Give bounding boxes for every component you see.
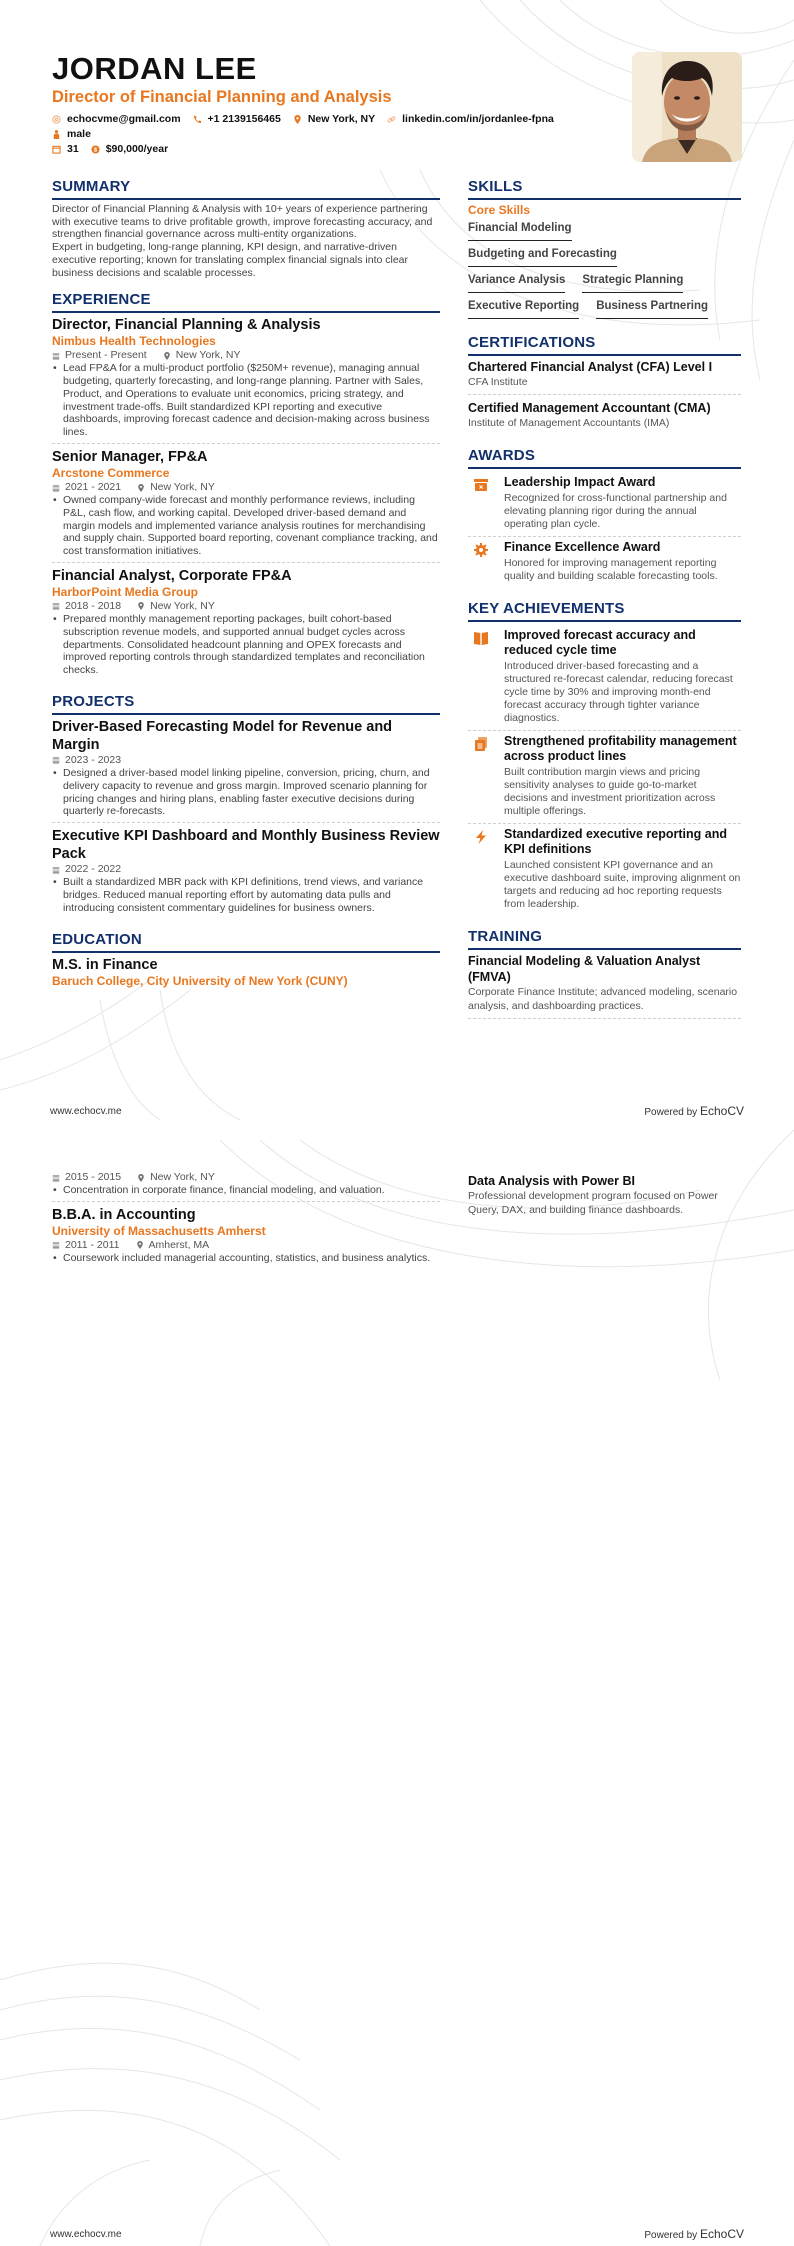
- certification-name: Certified Management Accountant (CMA): [468, 401, 711, 415]
- training-entry: [468, 953, 741, 1019]
- certifications-section: [468, 334, 741, 435]
- experience-location: New York, NY: [150, 599, 215, 612]
- experience-meta: [52, 481, 440, 494]
- calendar-icon: [52, 602, 60, 610]
- education-entry: [52, 1206, 440, 1269]
- certifications-heading: CERTIFICATIONS: [468, 334, 741, 356]
- education-meta: [52, 1239, 440, 1252]
- certification-entry: [468, 359, 741, 395]
- achievement-entry: [468, 731, 741, 824]
- project-entry: [52, 827, 440, 918]
- contact-salary: $ $90,000/year: [91, 142, 168, 157]
- project-dates: 2022 - 2022: [65, 863, 122, 876]
- candidate-title: Director of Financial Planning and Analysis: [52, 88, 392, 106]
- project-name: Executive KPI Dashboard and Monthly Business Review Pack: [52, 828, 440, 863]
- certification-issuer: CFA Institute: [468, 376, 528, 388]
- education-location: New York, NY: [150, 1171, 215, 1183]
- at-icon: [52, 115, 61, 124]
- project-meta: [52, 754, 440, 767]
- experience-company: HarborPoint Media Group: [52, 584, 199, 599]
- dollar-icon: [91, 145, 100, 154]
- project-entry: [52, 718, 440, 823]
- calendar-icon: [52, 756, 60, 764]
- map-pin-icon: [136, 1241, 144, 1249]
- experience-meta: [52, 349, 440, 362]
- calendar-icon: [52, 866, 60, 874]
- project-name: Driver-Based Forecasting Model for Revenue and Margin: [52, 718, 393, 753]
- training-name: Financial Modeling & Valuation Analyst (FMVA): [468, 954, 701, 984]
- skills-heading: SKILLS: [468, 178, 741, 200]
- summary-paragraph: Director of Financial Planning & Analysis with 10+ years of experience partnering with executive teams to drive profitable growth, improve forecasting accuracy, and strengthen financial governance across multi-entity organizations.: [52, 203, 433, 241]
- certification-entry: [468, 400, 741, 435]
- summary-paragraph: Expert in budgeting, long-range planning, KPI design, and narrative-driven executive reporting; known for translating complex financial signals into clear business decisions and scalable processes.: [52, 241, 409, 279]
- experience-dates: Present - Present: [65, 349, 147, 362]
- footer-website-link[interactable]: www.echocv.me: [50, 1105, 122, 1117]
- resume-page-2: [0, 1123, 794, 2246]
- experience-entry: [52, 448, 440, 563]
- skill-group-label: Core Skills: [468, 203, 531, 217]
- education-entry-continued: [52, 1171, 440, 1202]
- phone-icon: [193, 115, 202, 124]
- profile-photo: [632, 52, 742, 162]
- experience-bullet: • Prepared monthly management reporting packages, built cohort-based subscription revenue models, and supported annual budget cycles across departments. Consolidated headcount planning and OPEX forecasts and improved reporting controls through standardized templates and reconciliation checks.: [52, 613, 440, 677]
- certification-name: Chartered Financial Analyst (CFA) Level I: [468, 360, 713, 374]
- left-column: [52, 178, 440, 1001]
- skill-tag: Business Partnering: [596, 299, 708, 319]
- skills-section: [468, 178, 741, 322]
- achievement-name: Improved forecast accuracy and reduced cycle time: [504, 628, 696, 657]
- awards-section: [468, 447, 741, 588]
- achievement-name: Strengthened profitability management across product lines: [504, 734, 737, 763]
- achievements-heading: KEY ACHIEVEMENTS: [468, 600, 741, 622]
- map-pin-icon: [163, 352, 171, 360]
- contact-linkedin[interactable]: linkedin.com/in/jordanlee-fpna: [387, 112, 554, 127]
- award-name: Leadership Impact Award: [504, 475, 656, 489]
- project-meta: [52, 863, 440, 876]
- contact-info: [52, 112, 612, 157]
- experience-role: Senior Manager, FP&A: [52, 449, 208, 465]
- training-heading: TRAINING: [468, 928, 741, 950]
- education-degree: M.S. in Finance: [52, 956, 158, 973]
- education-school: Baruch College, City University of New York (CUNY): [52, 973, 348, 988]
- experience-entry: [52, 567, 440, 681]
- awards-heading: AWARDS: [468, 447, 741, 469]
- training-section: [468, 928, 741, 1019]
- certification-issuer: Institute of Management Accountants (IMA): [468, 417, 670, 429]
- projects-section: [52, 693, 440, 919]
- contact-age: 31: [52, 142, 79, 157]
- experience-heading: EXPERIENCE: [52, 291, 440, 313]
- person-icon: [52, 130, 61, 139]
- powered-by: Powered by EchoCV: [644, 1104, 744, 1118]
- skill-tag: Budgeting and Forecasting: [468, 247, 617, 267]
- experience-dates: 2021 - 2021: [65, 481, 122, 493]
- summary-section: [52, 178, 440, 279]
- contact-location: New York, NY: [293, 112, 375, 127]
- education-degree: B.B.A. in Accounting: [52, 1206, 196, 1223]
- experience-bullet: • Owned company-wide forecast and monthly performance reviews, including P&L, cash flow, and working capital. Developed driver-based demand and margin models and implemented variance analysis routines for merchandising and supply chain. Supported board reporting, covenant compliance tracking, and cost transformation initiatives.: [52, 494, 440, 558]
- education-location: Amherst, MA: [148, 1238, 210, 1251]
- left-column-continued: [52, 1171, 440, 1273]
- map-pin-icon: [137, 1174, 145, 1182]
- experience-company: Arcstone Commerce: [52, 466, 170, 480]
- award-entry: [468, 472, 741, 537]
- training-name: Data Analysis with Power BI: [468, 1174, 635, 1188]
- training-description: Corporate Finance Institute; advanced modeling, scenario analysis, and dashboarding practices.: [468, 986, 738, 1012]
- summary-heading: SUMMARY: [52, 178, 440, 200]
- experience-role: Director, Financial Planning & Analysis: [52, 317, 321, 334]
- link-icon: [387, 115, 396, 124]
- calendar-icon: [52, 352, 60, 360]
- calendar-icon: [52, 484, 60, 492]
- education-dates: 2015 - 2015: [65, 1171, 122, 1183]
- experience-role: Financial Analyst, Corporate FP&A: [52, 567, 292, 584]
- contact-phone[interactable]: +1 2139156465: [193, 112, 281, 127]
- experience-company: Nimbus Health Technologies: [52, 334, 216, 349]
- person-portrait-icon: [632, 52, 742, 162]
- achievement-description: Introduced driver-based forecasting and a structured re-forecast calendar, reducing forecast cycle time by 30% and improving month-end forecast accuracy through tighter variance diagnostics.: [504, 660, 733, 724]
- page-footer: [50, 2227, 744, 2241]
- experience-entry: [52, 316, 440, 444]
- map-pin-icon: [137, 484, 145, 492]
- projects-heading: PROJECTS: [52, 693, 440, 715]
- education-bullet: • Coursework included managerial accounting, statistics, and business analytics.: [52, 1252, 440, 1265]
- training-description: Professional development program focused on Power Query, DAX, and building finance dashboards.: [468, 1190, 718, 1216]
- achievements-section: [468, 600, 741, 916]
- skill-tag: Strategic Planning: [582, 273, 683, 293]
- experience-bullet: • Lead FP&A for a multi-product portfolio ($250M+ revenue), managing annual budgeting, quarterly forecasting, and long-range planning. Partner with Sales, Product, and Operations to evaluate unit economics, pricing strategy, and investment trade-offs. Built standardized KPI reporting and executive dashboards, improving forecast cadence and decision-making across business lines.: [52, 362, 440, 439]
- svg-text:$: $: [93, 147, 97, 154]
- skill-tag: Executive Reporting: [468, 299, 579, 319]
- experience-location: New York, NY: [150, 481, 215, 493]
- contact-email[interactable]: echocvme@gmail.com: [52, 112, 181, 127]
- achievement-name: Standardized executive reporting and KPI definitions: [504, 827, 727, 856]
- lightning-icon: [473, 829, 489, 845]
- project-bullet: • Built a standardized MBR pack with KPI definitions, trend views, and variance bridges. Reduced manual reporting effort by automating data pulls and introducing consistent commentary guidelines for business owners.: [52, 876, 440, 914]
- project-bullet: • Designed a driver-based model linking pipeline, conversion, pricing, churn, and delivery capacity to revenue and gross margin. Improved scenario planning for pricing changes and hiring plans, enabling faster executive decisions during quarterly re-forecasts.: [52, 767, 440, 818]
- skill-tag: Financial Modeling: [468, 221, 572, 241]
- achievement-description: Built contribution margin views and pricing sensitivity analyses to guide go-to-market decisions and investment prioritization across multiple offerings.: [504, 766, 716, 817]
- brand-name: EchoCV: [699, 1104, 744, 1118]
- right-column-continued: [468, 1173, 741, 1227]
- skill-tag: Variance Analysis: [468, 273, 565, 293]
- calendar-icon: [52, 145, 61, 154]
- candidate-name: JORDAN LEE: [52, 51, 257, 86]
- calendar-icon: [52, 1174, 60, 1182]
- powered-by: Powered by EchoCV: [644, 2227, 744, 2241]
- brand-name: EchoCV: [699, 2227, 744, 2241]
- education-meta: [52, 1171, 440, 1184]
- resume-header: [52, 52, 612, 157]
- experience-dates: 2018 - 2018: [65, 599, 122, 612]
- footer-website-link[interactable]: www.echocv.me: [50, 2228, 122, 2240]
- award-description: Honored for improving management reporting quality and building scalable forecasting tools.: [504, 557, 718, 582]
- book-icon: [473, 630, 489, 646]
- experience-section: [52, 291, 440, 681]
- education-school: University of Massachusetts Amherst: [52, 1223, 266, 1238]
- documents-icon: [473, 736, 489, 752]
- page-footer: [50, 1104, 744, 1118]
- project-dates: 2023 - 2023: [65, 753, 122, 766]
- award-name: Finance Excellence Award: [504, 540, 661, 554]
- calendar-icon: [52, 1241, 60, 1249]
- education-section: [52, 931, 440, 989]
- award-description: Recognized for cross-functional partnership and elevating planning rigor during the annual operating plan cycle.: [504, 492, 727, 530]
- achievement-description: Launched consistent KPI governance and an executive dashboard suite, improving alignment on targets and reducing ad hoc reporting requests from leadership.: [504, 859, 741, 910]
- training-entry: [468, 1173, 741, 1222]
- education-dates: 2011 - 2011: [65, 1238, 120, 1251]
- achievement-entry: [468, 824, 741, 916]
- award-entry: [468, 537, 741, 588]
- experience-meta: [52, 600, 440, 613]
- achievement-entry: [468, 625, 741, 731]
- map-pin-icon: [293, 115, 302, 124]
- archive-box-icon: [473, 477, 489, 493]
- map-pin-icon: [137, 602, 145, 610]
- skill-list: [468, 218, 741, 322]
- education-heading: EDUCATION: [52, 931, 440, 953]
- contact-gender: male: [52, 127, 91, 142]
- right-column: [468, 178, 741, 1031]
- gear-icon: [473, 542, 489, 558]
- experience-location: New York, NY: [175, 349, 241, 362]
- education-bullet: • Concentration in corporate finance, financial modeling, and valuation.: [52, 1184, 440, 1197]
